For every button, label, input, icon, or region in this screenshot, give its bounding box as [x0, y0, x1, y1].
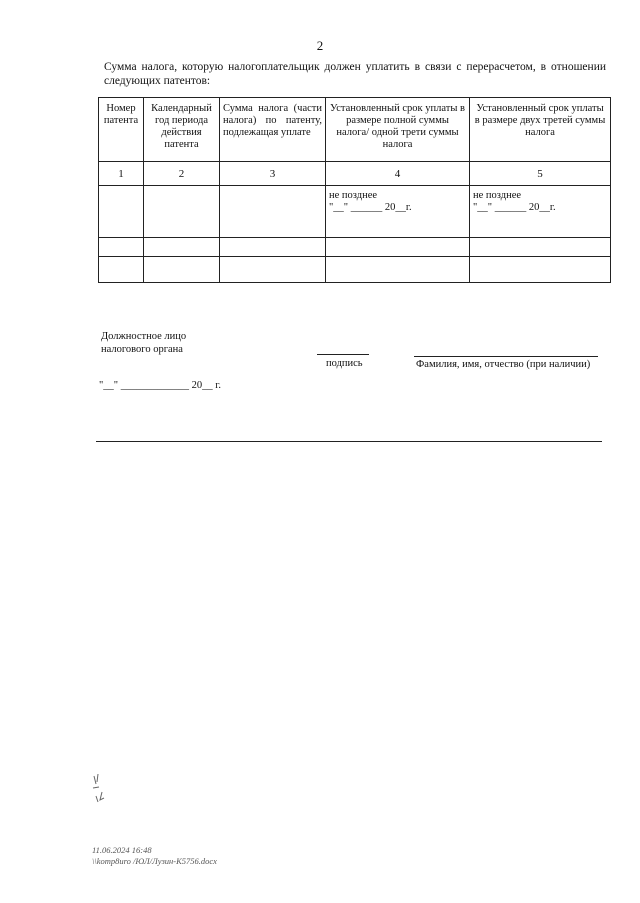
table-cell — [220, 186, 326, 238]
handwritten-mark-icon — [90, 770, 114, 808]
file-footer — [92, 845, 217, 867]
column-number: 5 — [470, 162, 611, 186]
column-number: 3 — [220, 162, 326, 186]
header-deadline-two-thirds: Установленный срок уплаты в размере двух третей суммы налога — [470, 98, 611, 162]
table-cell — [99, 186, 144, 238]
signature-caption: подпись — [326, 358, 363, 369]
column-number: 2 — [144, 162, 220, 186]
table-row — [99, 257, 611, 283]
table-row — [99, 186, 611, 238]
table-cell — [99, 257, 144, 283]
table-cell — [99, 238, 144, 257]
deadline-two-thirds-cell — [470, 186, 611, 238]
divider-line — [96, 441, 602, 442]
table-cell — [470, 238, 611, 257]
table-row — [99, 238, 611, 257]
patent-tax-table — [98, 97, 611, 283]
table-cell — [220, 238, 326, 257]
column-number: 4 — [326, 162, 470, 186]
table-cell — [144, 186, 220, 238]
date-blank: "__" _____________ 20__ г. — [99, 380, 221, 391]
deadline-prefix: не позднее — [473, 190, 522, 201]
header-tax-amount: Сумма налога (части налога) по патенту, подлежащая уплате — [220, 98, 326, 162]
name-line — [414, 356, 598, 357]
table-cell — [326, 238, 470, 257]
table-cell — [144, 238, 220, 257]
header-deadline-full: Установленный срок уплаты в размере полной суммы налога/ одной трети суммы налога — [326, 98, 470, 162]
table-cell — [220, 257, 326, 283]
deadline-prefix: не позднее — [329, 190, 378, 201]
deadline-date-blank: "__" ______ 20__г. — [329, 202, 412, 213]
page-number: 2 — [316, 38, 324, 53]
official-label-line1: Должностное лицо — [101, 331, 187, 342]
deadline-date-blank: "__" ______ 20__г. — [473, 202, 556, 213]
table-cell — [470, 257, 611, 283]
column-number: 1 — [99, 162, 144, 186]
column-number-row — [99, 162, 611, 186]
official-label-line2: налогового органа — [101, 344, 183, 355]
footer-timestamp: 11.06.2024 16:48 — [92, 845, 152, 855]
table-cell — [144, 257, 220, 283]
header-calendar-year: Календарный год периода действия патента — [144, 98, 220, 162]
official-label — [101, 330, 186, 356]
header-patent-number: Номер патента — [99, 98, 144, 162]
signature-line — [317, 354, 369, 355]
footer-file-path: \\komp8uro /ЮЛ/Лузин-К5756.docx — [92, 856, 217, 866]
table-header-row — [99, 98, 611, 162]
deadline-full-cell — [326, 186, 470, 238]
table-cell — [326, 257, 470, 283]
intro-paragraph: Сумма налога, которую налогоплательщик должен уплатить в связи с перерасчетом, в отношении следующих патентов: — [104, 61, 606, 87]
name-caption: Фамилия, имя, отчество (при наличии) — [416, 359, 591, 370]
